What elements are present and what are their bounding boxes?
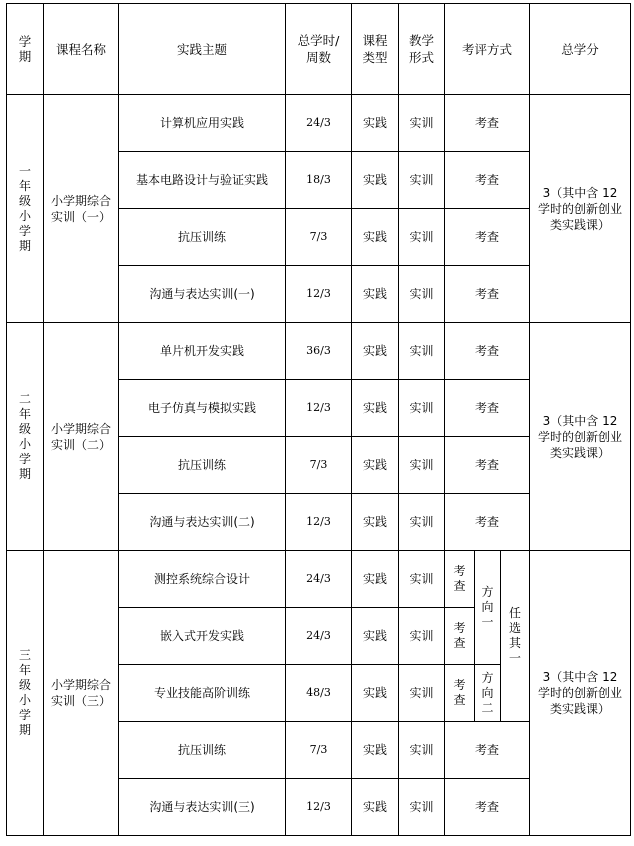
assess-cell: 考查 [445, 380, 530, 437]
hours-cell: 24/3 [286, 551, 352, 608]
assess-cell: 考查 [445, 266, 530, 323]
hours-cell: 18/3 [286, 152, 352, 209]
assess-cell: 考查 [445, 494, 530, 551]
header-type: 课程类型 [352, 4, 399, 95]
topic-cell: 嵌入式开发实践 [119, 608, 286, 665]
topic-cell: 沟通与表达实训(一) [119, 266, 286, 323]
hours-cell: 36/3 [286, 323, 352, 380]
course-cell: 小学期综合实训（三） [44, 551, 119, 836]
table-row [7, 551, 631, 608]
course-cell: 小学期综合实训（一） [44, 95, 119, 323]
type-cell: 实践 [352, 437, 399, 494]
topic-cell: 测控系统综合设计 [119, 551, 286, 608]
type-cell: 实践 [352, 608, 399, 665]
credit-cell: 3（其中含 12 学时的创新创业类实践课） [530, 323, 631, 551]
type-cell: 实践 [352, 95, 399, 152]
hours-cell: 24/3 [286, 95, 352, 152]
assess-cell: 考查 [445, 551, 475, 608]
direction-one-cell: 方向一 [475, 551, 501, 665]
form-cell: 实训 [399, 152, 445, 209]
form-cell: 实训 [399, 380, 445, 437]
term-cell: 三年级小学期 [7, 551, 44, 836]
type-cell: 实践 [352, 779, 399, 836]
assess-cell: 考查 [445, 152, 530, 209]
hours-cell: 7/3 [286, 722, 352, 779]
assess-cell: 考查 [445, 722, 530, 779]
topic-cell: 抗压训练 [119, 209, 286, 266]
table-row [7, 323, 631, 380]
form-cell: 实训 [399, 209, 445, 266]
type-cell: 实践 [352, 209, 399, 266]
topic-cell: 计算机应用实践 [119, 95, 286, 152]
topic-cell: 沟通与表达实训(二) [119, 494, 286, 551]
type-cell: 实践 [352, 323, 399, 380]
topic-cell: 基本电路设计与验证实践 [119, 152, 286, 209]
form-cell: 实训 [399, 722, 445, 779]
hours-cell: 12/3 [286, 266, 352, 323]
form-cell: 实训 [399, 266, 445, 323]
assess-cell: 考查 [445, 665, 475, 722]
credit-cell: 3（其中含 12 学时的创新创业类实践课） [530, 551, 631, 836]
hours-cell: 7/3 [286, 437, 352, 494]
table-row [7, 95, 631, 152]
assess-cell: 考查 [445, 779, 530, 836]
direction-two-cell: 方向二 [475, 665, 501, 722]
form-cell: 实训 [399, 608, 445, 665]
credit-cell: 3（其中含 12 学时的创新创业类实践课） [530, 95, 631, 323]
topic-cell: 单片机开发实践 [119, 323, 286, 380]
type-cell: 实践 [352, 380, 399, 437]
form-cell: 实训 [399, 95, 445, 152]
header-credit: 总学分 [530, 4, 631, 95]
term-cell: 二年级小学期 [7, 323, 44, 551]
type-cell: 实践 [352, 152, 399, 209]
form-cell: 实训 [399, 779, 445, 836]
hours-cell: 7/3 [286, 209, 352, 266]
type-cell: 实践 [352, 266, 399, 323]
topic-cell: 抗压训练 [119, 722, 286, 779]
header-hours: 总学时/周数 [286, 4, 352, 95]
topic-cell: 专业技能高阶训练 [119, 665, 286, 722]
type-cell: 实践 [352, 551, 399, 608]
topic-cell: 沟通与表达实训(三) [119, 779, 286, 836]
choose-one-cell: 任选其一 [501, 551, 530, 722]
type-cell: 实践 [352, 722, 399, 779]
form-cell: 实训 [399, 551, 445, 608]
hours-cell: 48/3 [286, 665, 352, 722]
header-assess: 考评方式 [445, 4, 530, 95]
course-table [6, 3, 631, 836]
assess-cell: 考查 [445, 209, 530, 266]
header-row [7, 4, 631, 95]
header-topic: 实践主题 [119, 4, 286, 95]
assess-cell: 考查 [445, 323, 530, 380]
form-cell: 实训 [399, 323, 445, 380]
hours-cell: 24/3 [286, 608, 352, 665]
hours-cell: 12/3 [286, 779, 352, 836]
term-cell: 一年级小学期 [7, 95, 44, 323]
form-cell: 实训 [399, 437, 445, 494]
header-form: 教学形式 [399, 4, 445, 95]
course-cell: 小学期综合实训（二） [44, 323, 119, 551]
assess-cell: 考查 [445, 95, 530, 152]
topic-cell: 电子仿真与模拟实践 [119, 380, 286, 437]
form-cell: 实训 [399, 494, 445, 551]
hours-cell: 12/3 [286, 380, 352, 437]
type-cell: 实践 [352, 494, 399, 551]
header-term: 学期 [7, 4, 44, 95]
type-cell: 实践 [352, 665, 399, 722]
header-course: 课程名称 [44, 4, 119, 95]
topic-cell: 抗压训练 [119, 437, 286, 494]
assess-cell: 考查 [445, 437, 530, 494]
assess-cell: 考查 [445, 608, 475, 665]
hours-cell: 12/3 [286, 494, 352, 551]
form-cell: 实训 [399, 665, 445, 722]
